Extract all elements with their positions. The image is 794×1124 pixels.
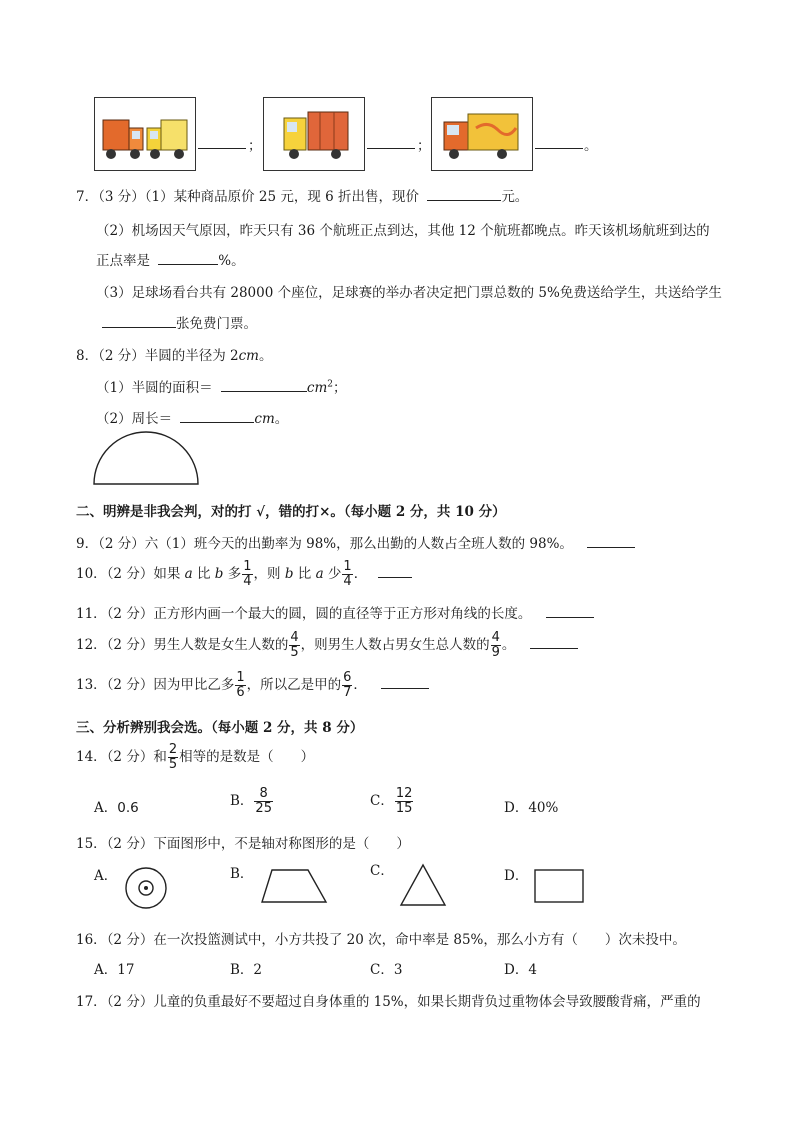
q9 (76, 532, 635, 552)
q9-score: （2 分） (98, 536, 145, 552)
q12 (76, 630, 578, 660)
q10-text-5: 比 (293, 566, 316, 582)
q15-option-c-label: C． (370, 862, 394, 879)
q13-number: 13． (76, 677, 107, 693)
q10-text-6: 少 (323, 566, 342, 582)
truck-image-1 (94, 97, 196, 171)
q14-option-b[interactable] (230, 786, 274, 816)
q14-option-b-denominator: 25 (255, 801, 272, 816)
q10-text-3: 多 (223, 566, 242, 582)
q12-text-2: ，则男生人数占男女生总人数的 (300, 637, 490, 653)
q14-number: 14． (76, 749, 107, 765)
q12-fraction-2 (491, 631, 501, 660)
q13-fraction-1-numerator: 1 (236, 670, 245, 685)
q13-fraction-1 (235, 671, 245, 700)
q12-fraction-1-numerator: 4 (290, 630, 299, 645)
q8-score: （2 分） (98, 348, 145, 364)
q14-option-c-label: C． (370, 793, 394, 809)
q15-option-c[interactable] (370, 862, 448, 908)
q7-part2-blank[interactable] (158, 250, 218, 265)
q13 (76, 670, 429, 700)
q8-stem (76, 344, 273, 364)
q15-option-b-label: B． (230, 865, 254, 882)
q16-option-c[interactable] (370, 958, 402, 978)
q12-text-3: 。 (501, 637, 516, 653)
q8-number: 8． (76, 348, 99, 364)
q14-option-c-denominator: 15 (395, 801, 413, 816)
q12-fraction-1 (289, 631, 299, 660)
q14-option-d[interactable] (504, 796, 558, 816)
truck-row-end: 。 (584, 138, 598, 154)
q13-score: （2 分） (106, 677, 154, 693)
q9-number: 9． (76, 536, 99, 552)
q16-option-a[interactable] (94, 958, 134, 978)
q8-part1-end: ； (333, 380, 347, 396)
q14-option-b-numerator: 8 (259, 786, 268, 801)
rectangle-icon (533, 868, 585, 904)
q16-option-b[interactable] (230, 958, 262, 978)
q11-text: 正方形内画一个最大的圆，圆的直径等于正方形对角线的长度。 (153, 606, 532, 622)
q13-fraction-2-numerator: 6 (343, 670, 352, 685)
q14-option-b-label: B． (230, 793, 254, 809)
q7-part1-blank[interactable] (427, 186, 501, 201)
q7-part3-line2 (102, 312, 257, 332)
q8-part2 (96, 407, 288, 427)
q14-score: （2 分） (106, 749, 154, 765)
q14-fraction-numerator: 2 (168, 742, 178, 757)
q8-part2-unit: cm (254, 411, 275, 427)
q7-score: （3 分） (98, 189, 145, 205)
q13-fraction-2-denominator: 7 (343, 685, 352, 700)
truck-separator-1: ； (248, 138, 262, 154)
q10-var-a2: a (315, 566, 324, 582)
q10-fraction-2-numerator: 1 (343, 559, 352, 574)
q7-part3-line1: （3）足球场看台共有 28000 个座位，足球赛的举办者决定把门票总数的 5%免费送给学生，共送给学生 (96, 285, 722, 301)
q10-fraction-2-denominator: 4 (343, 574, 352, 589)
q14-fraction-denominator: 5 (168, 757, 178, 772)
section2-title: 二、明辨是非我会判，对的打 √，错的打×。（每小题 2 分，共 10 分） (76, 504, 506, 520)
q15 (76, 832, 410, 852)
q14-text-1: 和 (153, 749, 167, 765)
q7-number: 7． (76, 189, 99, 205)
box-truck-side-icon (264, 98, 364, 170)
q10-var-b2: b (284, 566, 294, 582)
q7-part2-text: 正点率是 (96, 253, 150, 269)
q16-option-b-value: 2 (253, 962, 263, 978)
q10-score: （2 分） (106, 566, 154, 582)
q11-score: （2 分） (106, 606, 154, 622)
q12-text-1: 男生人数是女生人数的 (153, 637, 289, 653)
truck-blank-2[interactable] (367, 134, 415, 153)
q10-text-4: ，则 (253, 566, 285, 582)
q14-option-c[interactable] (370, 786, 414, 816)
q15-option-b[interactable] (230, 866, 330, 906)
triangle-icon (398, 862, 448, 908)
q17-text: 儿童的负重最好不要超过自身体重的 15%，如果长期背负过重物体会导致腰酸背痛，严重的 (153, 994, 701, 1010)
q15-option-d[interactable] (504, 868, 585, 904)
q16-option-a-value: 17 (117, 962, 135, 978)
q8-part2-blank[interactable] (180, 408, 254, 423)
q16-option-c-value: 3 (393, 962, 403, 978)
q10-var-a: a (184, 566, 193, 582)
q11-number: 11． (76, 606, 107, 622)
q7-line1 (76, 185, 528, 205)
q15-option-a-label: A． (94, 867, 118, 884)
semicircle-figure (90, 428, 202, 488)
q12-answer-blank[interactable] (530, 634, 578, 649)
truck-blank-3[interactable] (535, 134, 583, 153)
q16-option-a-label: A． (94, 962, 118, 978)
q14-option-a[interactable] (94, 796, 139, 816)
q8-stem-end: 。 (259, 348, 273, 364)
q10-fraction-1-denominator: 4 (243, 574, 252, 589)
q7-part2-line2 (96, 249, 245, 269)
q13-fraction-1-denominator: 6 (236, 685, 245, 700)
q8-part1-blank[interactable] (221, 377, 307, 392)
q16-number: 16． (76, 932, 107, 948)
trapezoid-icon (258, 866, 330, 906)
q16-option-b-label: B． (230, 962, 254, 978)
q8-part1-unit: cm (306, 380, 328, 396)
q13-text-3: ． (353, 677, 367, 693)
q17-score: （2 分） (106, 994, 154, 1010)
q10-fraction-2 (342, 560, 352, 589)
q14-option-b-fraction (254, 787, 273, 816)
q10-fraction-1 (242, 560, 252, 589)
q17 (76, 990, 701, 1010)
q12-fraction-2-numerator: 4 (491, 630, 500, 645)
q13-text-2: ，所以乙是甲的 (246, 677, 342, 693)
q7-part2-line1: （2）机场因天气原因，昨天只有 36 个航班正点到达，其他 12 个航班都晚点。昨天该机场航班到达的 (96, 223, 710, 239)
q10 (76, 559, 412, 589)
q9-answer-blank[interactable] (587, 533, 635, 548)
q8-part1 (96, 376, 347, 396)
q15-score: （2 分） (106, 836, 154, 852)
truck-image-2 (263, 97, 365, 171)
q8-part1-text: （1）半圆的面积＝ (96, 380, 213, 396)
q7-part3-suffix: 张免费门票。 (176, 316, 257, 332)
q10-var-b: b (214, 566, 224, 582)
truck-blank-1[interactable] (198, 134, 246, 153)
q9-text: 六（1）班今天的出勤率为 98%，那么出勤的人数占全班人数的 98%。 (144, 536, 573, 552)
q14-option-d-label: D． (504, 800, 529, 816)
q12-number: 12． (76, 637, 107, 653)
q10-fraction-1-numerator: 1 (243, 559, 252, 574)
q15-text: 下面图形中，不是轴对称图形的是（ ） (153, 836, 410, 852)
q8-stem-text: 半圆的半径为 2 (144, 348, 239, 364)
q10-number: 10． (76, 566, 107, 582)
q15-option-a[interactable] (94, 866, 170, 910)
q15-number: 15． (76, 836, 107, 852)
q14-option-a-value: 0.6 (117, 800, 139, 816)
q16-option-d-label: D． (504, 962, 529, 978)
q12-score: （2 分） (106, 637, 154, 653)
q7-part2-suffix: %。 (218, 253, 245, 269)
q8-part1-sup: 2 (327, 379, 333, 390)
q13-fraction-2 (342, 671, 352, 700)
q13-answer-blank[interactable] (381, 674, 429, 689)
q10-text-7: ． (353, 566, 368, 582)
q16-option-d-value: 4 (528, 962, 537, 978)
q16-text: 在一次投篮测试中，小方共投了 20 次，命中率是 85%，那么小方有（ ）次未投中。 (153, 932, 686, 948)
q14-option-c-fraction (395, 787, 414, 816)
q14-option-d-value: 40% (528, 800, 559, 816)
cargo-truck-front-icon (432, 98, 532, 170)
q14-fraction (168, 743, 178, 772)
truck-image-3 (431, 97, 533, 171)
q11 (76, 602, 594, 622)
q14 (76, 742, 314, 772)
q16-option-d[interactable] (504, 958, 537, 978)
q16-score: （2 分） (106, 932, 154, 948)
two-trucks-facing-icon (95, 98, 195, 170)
q7-part1-suffix: 元。 (501, 189, 529, 205)
truck-separator-2: ； (417, 138, 431, 154)
q14-option-c-numerator: 12 (395, 786, 413, 801)
q11-answer-blank[interactable] (546, 603, 594, 618)
q8-part2-end: 。 (274, 411, 289, 427)
q7-part1-text: （1）某种商品原价 25 元，现 6 折出售，现价 (144, 189, 420, 205)
concentric-circles-icon (122, 866, 170, 910)
q14-text-2: 相等的是数是（ ） (179, 749, 315, 765)
section3-title: 三、分析辨别我会选。（每小题 2 分，共 8 分） (76, 720, 364, 736)
q16 (76, 928, 686, 948)
q12-fraction-2-denominator: 9 (491, 645, 500, 660)
q10-answer-blank[interactable] (378, 563, 412, 578)
q13-text-1: 因为甲比乙多 (153, 677, 235, 693)
q16-option-c-label: C． (370, 962, 394, 978)
q10-text-1: 如果 (153, 566, 185, 582)
q14-option-a-label: A． (94, 800, 118, 816)
q10-text-2: 比 (192, 566, 215, 582)
q8-part2-text: （2）周长＝ (96, 411, 173, 427)
q12-fraction-1-denominator: 5 (290, 645, 299, 660)
q17-number: 17． (76, 994, 107, 1010)
q7-part3-blank[interactable] (102, 313, 176, 328)
q8-stem-unit: cm (238, 348, 259, 364)
q15-option-d-label: D． (504, 867, 529, 884)
